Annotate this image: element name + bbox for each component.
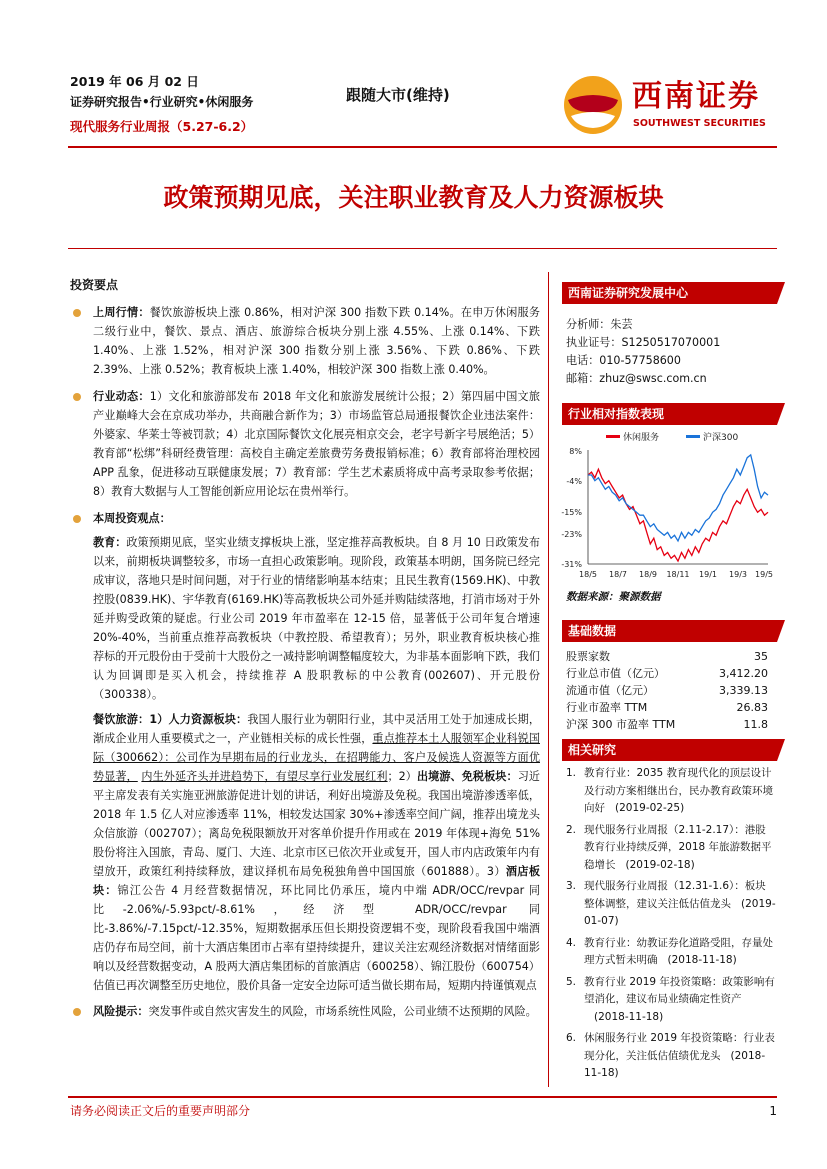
logo-en: SOUTHWEST SECURITIES	[633, 118, 766, 129]
report-series: 现代服务行业周报（5.27-6.2）	[70, 119, 254, 134]
research-center-header: 西南证券研究发展中心	[562, 282, 777, 304]
y-tick-label: -15%	[561, 508, 582, 517]
x-tick-label: 18/11	[666, 570, 690, 579]
table-row: 股票家数 35	[566, 650, 768, 663]
related-research-list	[566, 765, 776, 1087]
table-row: 沪深 300 市盈率 TTM 11.8	[566, 718, 768, 731]
list-item[interactable]: 6. 休闲服务行业 2019 年投资策略：行业表现分化，关注低估值绩优龙头 (2018-11-18)	[566, 1032, 775, 1079]
section-title: 投资要点	[70, 278, 119, 292]
series-line-leisure	[588, 469, 768, 561]
index-header: 行业相对指数表现	[562, 403, 777, 425]
legend-label-leisure: 休闲服务	[623, 433, 660, 443]
table-row: 行业总市值（亿元） 3,412.20	[566, 667, 768, 680]
y-tick-label: -4%	[566, 477, 582, 486]
list-item[interactable]: 2. 现代服务行业周报（2.11-2.17）：港股教育行业持续反弹，2018 年旅游数据平稳增长 (2019-02-18)	[566, 823, 772, 871]
catering-tourism-view: 餐饮旅游：1）人力资源板块：我国人服行业为朝阳行业，其中灵活用工处于加速成长期，渐成企业用人重要模式之一，产业链相关标的成长性强，重点推荐本土人服领军企业科锐国际（300662）：公司作为早期布局的行业龙头，在招聘能力、客户及候选人资源等方面优势显著， 内生外延齐头并进趋势下，有望尽享行业发展红利；2）出境游、免税板块：习近平主席发表有关实施亚洲旅游促进计划的讲话，利好出境游及免税。我国出境游渗透率低，2018 年 1.5 亿人对应渗透率 11%，相较发达国家 30%+渗透率空间广阔，推荐出境龙头众信旅游（002707）；离岛免税限额放开对客单价提升作用或在 2019 年体现+海免 51%股份将注入国旅，青岛、厦门、大连、北京市区已依次开业或复开，国人市内店政策年内有望放开，政策红利持续释放，建议择机布局免税独角兽中国国旅（601888）。3）酒店板块：锦江公告 4 月经营数据情况，环比同比仍承压，境内中端 ADR/OCC/revpar 同比-2.06%/-5.93pct/-8.61%，经济型 ADR/OCC/revpar 同比-3.86%/-7.15pct/-12.35%，短期数据承压但长期投资逻辑不变，现阶段看我国中端酒店仍存布局空间，前十大酒店集团市占率有望持续提升，建议关注宏观经济数据对情绪面影响以及经营数据变动，A 股两大酒店集团标的首旅酒店（600258）、锦江股份（600754）估值已再次调整至历史地位，股价具备一定安全边际可适当做长期布局，短期内持谨慎观点	[93, 713, 540, 992]
legend-label-hs300: 沪深300	[703, 433, 739, 443]
column-divider	[548, 272, 549, 1087]
y-tick-label: -23%	[561, 530, 582, 539]
weekly-view-title: 本周投资观点：	[70, 509, 540, 528]
chart-source: 数据来源：聚源数据	[566, 591, 661, 603]
relative-index-chart	[560, 428, 776, 598]
related-research-header: 相关研究	[562, 739, 777, 761]
report-type: 证券研究报告•行业研究•休闲服务	[70, 95, 254, 109]
x-tick-label: 19/1	[699, 570, 717, 579]
x-tick-label: 18/9	[639, 570, 657, 579]
education-view: 教育：政策预期见底，坚实业绩支撑板块上涨，坚定推荐高教板块。自 8 月 10 日政策发布以来，前期板块调整较多，市场一直担心政策影响。现阶段，政策基本明朗，国务院已经完成审议，落地只是时间问题，对于行业的情绪影响基本结束；且民生教育(1569.HK)、中教控股(0839.HK)、宇华教育(6169.HK)等高教板块公司外延并购陆续落地，打消市场对于外延并购受政策的疑虑。行业公司 2019 年市盈率在 12-15 倍，显著低于公司年复合增速 20%-40%，当前重点推荐高教板块（中教控股、希望教育）；另外，职业教育板块核心推荐标的开元股份由于受前十大股份之一减持影响调整幅度较大，为非基本面影响下跌，我们认为回调即是买入机会，持续推荐 A 股职教标的中公教育(002607)、开元股份（300338）。	[93, 536, 540, 701]
footer-note: 请务必阅读正文后的重要声明部分	[70, 1104, 251, 1118]
x-tick-label: 19/3	[729, 570, 747, 579]
x-tick-label: 19/5	[755, 570, 773, 579]
analyst-phone: 电话：010-57758600	[566, 354, 681, 367]
list-item[interactable]: 1. 教育行业：2035 教育现代化的顶层设计及行动方案相继出台，民办教育政策环境向好 (2019-02-25)	[566, 767, 773, 814]
list-item[interactable]: 5. 教育行业 2019 年投资策略：政策影响有望消化，建议布局业绩确定性资产(2018-11-18)	[566, 975, 775, 1023]
analyst-name: 分析师：朱芸	[566, 318, 633, 331]
x-tick-label: 18/7	[609, 570, 627, 579]
logo-icon	[562, 74, 624, 136]
analyst-email[interactable]: 邮箱：zhuz@swsc.com.cn	[566, 372, 707, 385]
title-rule	[68, 248, 777, 249]
footer-rule	[68, 1096, 777, 1098]
report-date: 2019 年 06 月 02 日	[70, 74, 199, 89]
main-content	[70, 276, 540, 1021]
list-item[interactable]: 4. 教育行业：幼教证券化道路受阻，存量处理方式暂未明确 (2018-11-18)	[566, 936, 773, 966]
list-item[interactable]: 3. 现代服务行业周报（12.31-1.6）：板块整体调整，建议关注低估值龙头 (2019-01-07)	[566, 880, 776, 927]
weekly-market: 上周行情：餐饮旅游板块上涨 0.86%，相对沪深 300 指数下跌 0.14%。在申万休闲服务二级行业中，餐饮、景点、酒店、旅游综合板块分别上涨 4.55%、上涨 0.14%、下跌 1.40%、上涨 1.52%，相对沪深 300 指数分别上涨 3.56%、下跌 0.86%、下跌 2.39%、上涨 0.52%；教育板块上涨 1.40%，相较沪深 300 指数上涨 0.40%。	[70, 303, 540, 379]
logo-cn: 西南证券	[632, 79, 760, 114]
y-tick-label: -31%	[561, 560, 582, 569]
risk-warning: 风险提示：突发事件或自然灾害发生的风险，市场系统性风险，公司业绩不达预期的风险。	[70, 1002, 540, 1021]
industry-news: 行业动态：1）文化和旅游部发布 2018 年文化和旅游发展统计公报；2）第四届中国文旅产业巅峰大会在京成功举办，共商融合新作为；3）市场监管总局通报餐饮企业违法案件：外婆家、华莱士等被罚款；4）北京国际餐饮文化展亮相京交会，老字号新字号展绝活；5）教育部“松绑”科研经费管理：高校自主确定差旅费劳务费报销标准；6）教育部将治理校园 APP 乱象，促进移动互联健康发展；7）教育部：学生艺术素质将成中高考录取参考依据；8）教育大数据与人工智能创新应用论坛在贵州举行。	[70, 387, 540, 501]
series-line-hs300	[588, 455, 768, 541]
page-title: 政策预期见底，关注职业教育及人力资源板块	[163, 183, 664, 212]
header-rule	[68, 146, 777, 148]
analyst-cert: 执业证号：S1250517070001	[566, 336, 721, 349]
table-row: 行业市盈率 TTM 26.83	[566, 701, 768, 714]
y-tick-label: 8%	[569, 447, 582, 456]
legend-swatch-leisure	[606, 435, 620, 438]
basic-data-table	[566, 648, 768, 733]
table-row: 流通市值（亿元） 3,339.13	[566, 684, 768, 697]
rating: 跟随大市(维持)	[346, 86, 450, 104]
x-tick-label: 18/5	[579, 570, 597, 579]
basic-data-header: 基础数据	[562, 620, 777, 642]
page-number: 1	[769, 1104, 777, 1118]
legend-swatch-hs300	[686, 435, 700, 438]
company-logo	[562, 74, 767, 136]
